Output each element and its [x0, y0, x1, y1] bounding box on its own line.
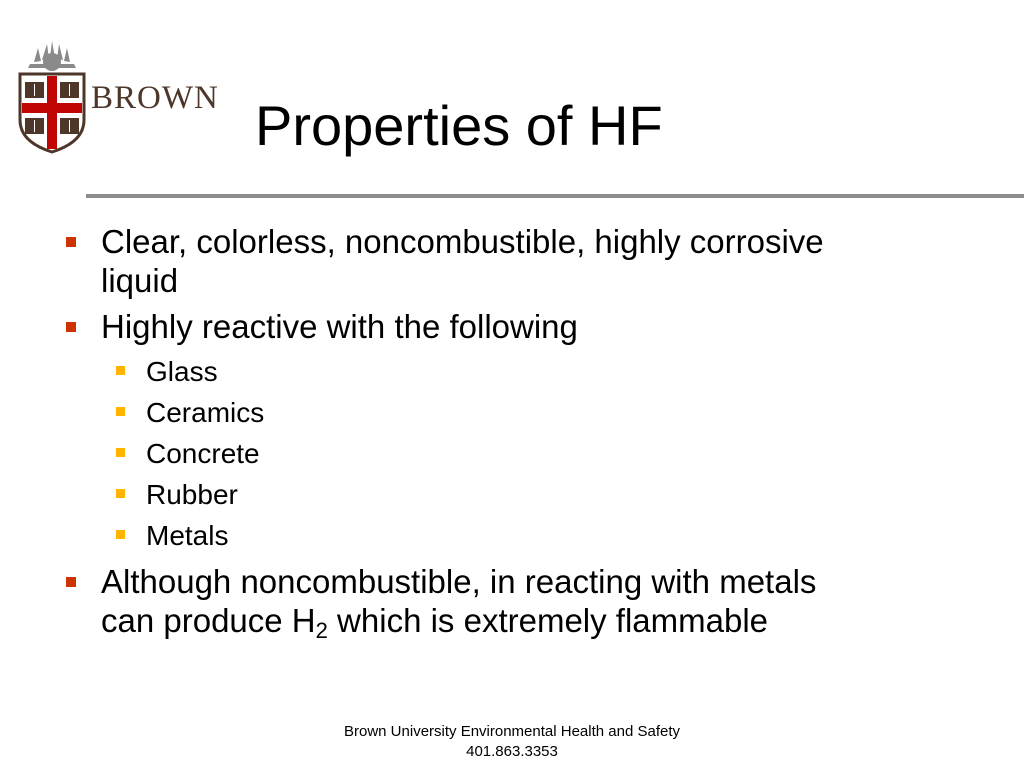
- bullet-text-after-subscript: which is extremely flammable: [327, 602, 769, 639]
- sub-bullet-text: Metals: [146, 520, 229, 551]
- title-divider: [86, 194, 1024, 198]
- footer-phone: 401.863.3353: [466, 743, 558, 760]
- sub-bullet-text: Glass: [146, 356, 218, 387]
- brown-shield-logo-svg: [14, 40, 236, 154]
- sub-bullet-list: [0, 351, 1024, 556]
- square-bullet-icon: [116, 448, 125, 457]
- bullet-text: Highly reactive with the following: [101, 308, 578, 345]
- sub-bullet-text: Concrete: [146, 438, 260, 469]
- logo-wordmark: BROWN: [91, 80, 219, 116]
- sub-bullet-item: [0, 351, 1024, 392]
- bullet-item: [0, 222, 841, 300]
- sub-bullet-text: Ceramics: [146, 397, 265, 428]
- bullet-item: [0, 562, 841, 643]
- square-bullet-icon: [116, 366, 125, 375]
- hydrogen-subscript: 2: [315, 618, 328, 643]
- slide-title: Properties of HF: [255, 94, 663, 157]
- sub-bullet-item: [0, 392, 1024, 433]
- square-bullet-icon: [116, 489, 125, 498]
- square-bullet-icon: [116, 530, 125, 539]
- slide-footer: [0, 722, 1024, 762]
- bullet-item: [0, 307, 841, 346]
- square-bullet-icon: [116, 407, 125, 416]
- square-bullet-icon: [66, 577, 76, 587]
- sub-bullet-item: [0, 515, 1024, 556]
- bullet-text: Clear, colorless, noncombustible, highly corrosive liquid: [101, 223, 824, 299]
- brown-university-logo: [14, 40, 236, 154]
- sun-crest: [28, 41, 76, 71]
- slide-body: [0, 222, 1024, 647]
- bullet-text-before-subscript: Although noncombustible, in reacting with metals can produce H: [101, 563, 817, 639]
- square-bullet-icon: [66, 237, 76, 247]
- square-bullet-icon: [66, 322, 76, 332]
- sub-bullet-text: Rubber: [146, 479, 238, 510]
- sub-bullet-item: [0, 433, 1024, 474]
- sub-bullet-item: [0, 474, 1024, 515]
- footer-organization: Brown University Environmental Health and Safety: [344, 723, 680, 740]
